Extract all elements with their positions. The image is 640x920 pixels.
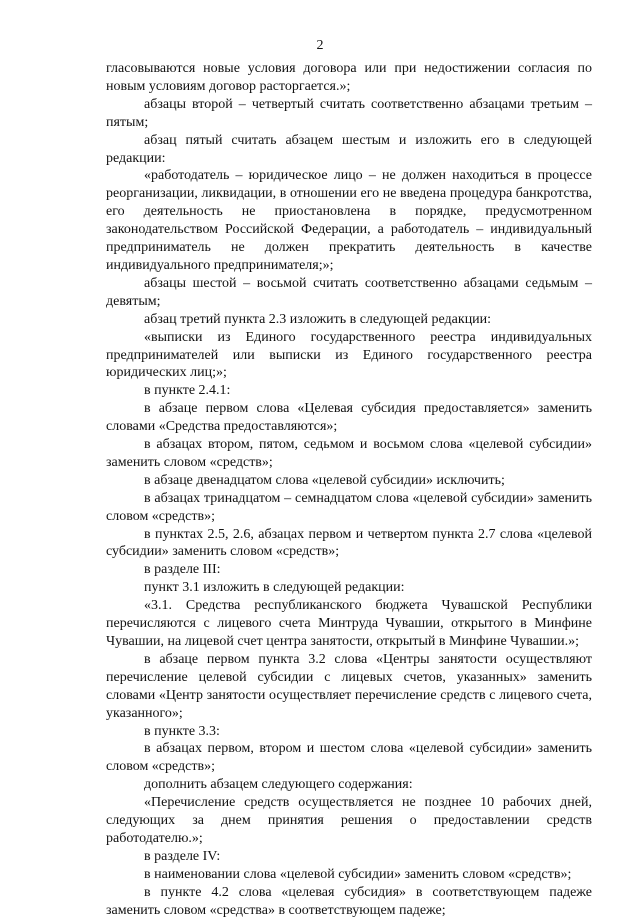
paragraph: абзацы шестой – восьмой считать соответственно абзацами седьмым – девятым; [106, 275, 592, 309]
paragraph: «работодатель – юридическое лицо – не должен находиться в процессе реорганизации, ликвидации, в отношении его не введена процедура банкротства, его деятельность не приостановлена в порядке, предусмотренном законодательством Российской Федерации, а работодатель – индивидуальный предприниматель не должен прекратить деятельность в качестве индивидуального предпринимателя;»; [106, 168, 592, 273]
paragraph: в пункте 3.3: [144, 723, 220, 739]
page-number: 2 [316, 38, 324, 53]
paragraph: абзац пятый считать абзацем шестым и изложить его в следующей редакции: [106, 132, 592, 166]
paragraph: в пунктах 2.5, 2.6, абзацах первом и четвертом пункта 2.7 слова «целевой субсидии» заменить словом «средств»; [106, 526, 592, 560]
paragraph: в абзацах тринадцатом – семнадцатом слова «целевой субсидии» заменить словом «средств»; [106, 490, 592, 524]
paragraph: дополнить абзацем следующего содержания: [144, 777, 413, 793]
paragraph: в абзаце первом пункта 3.2 слова «Центры занятости осуществляют перечисление целевой субсидии с лицевых счетов, указанных» заменить словами «Центр занятости осуществляет перечисление средств с лицевого счета, указанного»; [106, 651, 592, 721]
paragraph: в пункте 2.4.1: [144, 383, 231, 399]
document-body [106, 60, 592, 920]
paragraph: в разделе IV: [144, 848, 221, 864]
paragraph: пункт 3.1 изложить в следующей редакции: [144, 580, 405, 596]
paragraph: в наименовании слова «целевой субсидии» заменить словом «средств»; [144, 866, 572, 882]
paragraph: в разделе III: [144, 562, 221, 578]
paragraph: в абзаце двенадцатом слова «целевой субсидии» исключить; [144, 472, 505, 488]
paragraph: в абзацах первом, втором и шестом слова «целевой субсидии» заменить словом «средств»; [106, 741, 592, 775]
paragraph: «Перечисление средств осуществляется не позднее 10 рабочих дней, следующих за днем принятия решения о предоставлении средств работодателю.»; [106, 795, 592, 846]
paragraph: в абзацах втором, пятом, седьмом и восьмом слова «целевой субсидии» заменить словом «средств»; [106, 437, 592, 470]
paragraph: абзацы второй – четвертый считать соответственно абзацами третьим – пятым; [106, 96, 592, 130]
paragraph: в абзаце первом слова «Целевая субсидия предоставляется» заменить словами «Средства предоставляются»; [106, 401, 592, 435]
paragraph: в пункте 4.2 слова «целевая субсидия» в соответствующем падеже заменить словом «средства» в соответствующем падеже; [106, 884, 592, 918]
paragraph: гласовываются новые условия договора или при недостижении согласия по новым условиям договор расторгается.»; [106, 61, 592, 94]
paragraph: «3.1. Средства республиканского бюджета Чувашской Республики перечисляются с лицевого счета Минтруда Чувашии, открытого в Минфине Чувашии, на лицевой счет центра занятости, открытый в Минфине Чувашии.»; [106, 598, 592, 649]
paragraph: «выписки из Единого государственного реестра индивидуальных предпринимателей или выписки из Единого государственного реестра юридических лиц;»; [106, 329, 592, 381]
paragraph: абзац третий пункта 2.3 изложить в следующей редакции: [144, 311, 492, 327]
